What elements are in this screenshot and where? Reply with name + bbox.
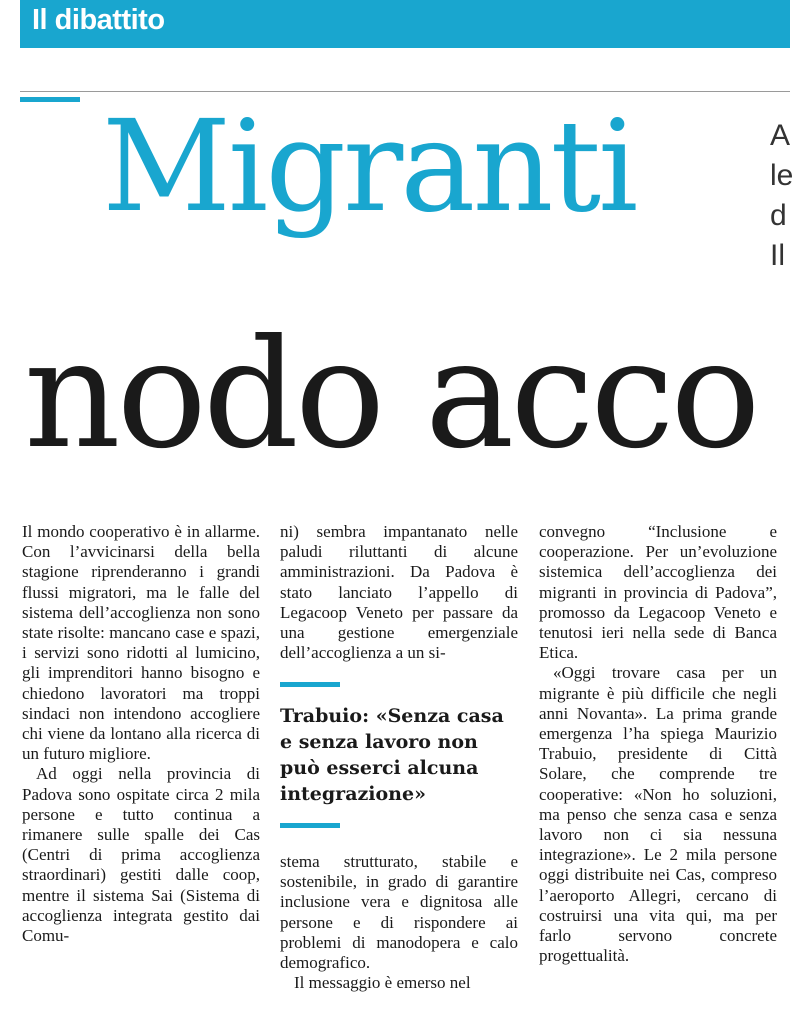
- paragraph: stema strutturato, stabile e sostenibile, in grado di garantire inclusione vera e dignitosa alle persone e di rispondere ai problemi di manodopera e calo demografico.: [280, 852, 518, 973]
- pullquote: [280, 682, 520, 828]
- side-text-line: d: [770, 199, 787, 232]
- paragraph: Ad oggi nella provincia di Padova sono ospitate circa 2 mila persone e tutto continua a rimanere sulle spalle dei Cas (Centri di prima accoglienza straordinari) gestiti dalle coop, mentre il sistema Sai (Sistema di accoglienza integrata gestito dai Comu-: [22, 764, 260, 946]
- article-column-2-continued: [280, 852, 518, 993]
- section-label: Il dibattito: [32, 4, 165, 36]
- paragraph: Il mondo cooperativo è in allarme. Con l’avvicinarsi della bella stagione riprenderanno i grandi flussi migratori, ma le falle del sistema dell’accoglienza non sono state risolte: mancano case e spazi, i servizi sono ridotti al lumicino, gli imprenditori hanno bisogno e chiedono lavoratori ma troppi sindaci non intendono accogliere chi viene da lontano alla ricerca di un futuro migliore.: [22, 522, 260, 764]
- article-column-1: [22, 522, 260, 946]
- side-text: [770, 116, 793, 276]
- side-text-line: Il: [770, 239, 785, 272]
- side-text-line: A: [770, 119, 791, 152]
- headline-line-1: Migranti: [102, 93, 636, 240]
- paragraph: «Oggi trovare casa per un migrante è più difficile che negli anni Novanta». La prima grande emergenza l’ha spiega Maurizio Trabuio, presidente di Città Solare, che comprende tre cooperative: «Non ho soluzioni, ma penso che senza casa e senza lavoro non ci sia nessuna integrazione». Le 2 mila persone oggi distribuite nei Cas, compreso l’aeroporto Allegri, cercano di costruirsi una vita qui, ma per farlo servono concrete progettualità.: [539, 663, 777, 966]
- paragraph: ni) sembra impantanato nelle paludi riluttanti di alcune amministrazioni. Da Padova è stato lanciato l’appello di Legacoop Veneto per passare da una gestione emergenziale dell’accoglienza a un si-: [280, 522, 518, 663]
- paragraph: convegno “Inclusione e cooperazione. Per un’evoluzione sistemica dell’accoglienza dei migranti in provincia di Padova”, promosso da Legacoop Veneto e tenutosi ieri nella sede di Banca Etica.: [539, 522, 777, 663]
- headline: [0, 93, 793, 482]
- pullquote-text: Trabuio: «Senza casa e senza lavoro non può esserci alcuna integrazione»: [280, 705, 504, 805]
- top-divider: [20, 91, 790, 92]
- article-column-3: [539, 522, 777, 966]
- side-text-line: le: [770, 159, 793, 192]
- paragraph: Il messaggio è emerso nel: [294, 973, 471, 993]
- headline-line-2: nodo acco: [24, 308, 757, 482]
- pullquote-bottom-bar: [280, 823, 340, 828]
- article-column-2: [280, 522, 518, 663]
- pullquote-top-bar: [280, 682, 340, 687]
- section-banner: [20, 0, 790, 48]
